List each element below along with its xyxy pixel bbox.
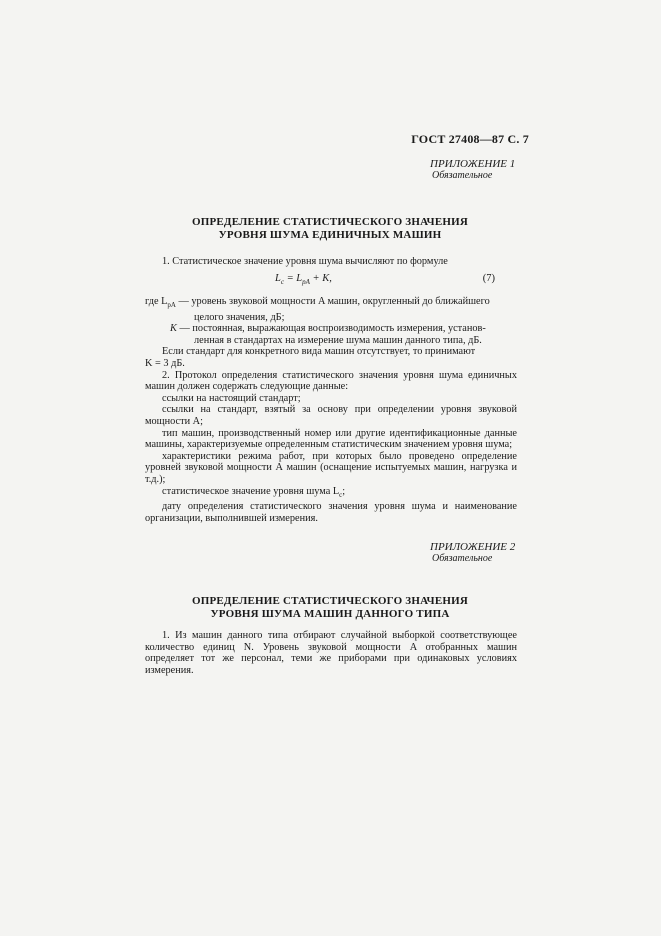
paragraph: 1. Из машин данного типа отбирают случайной выборкой соответствующее количество единиц N. Уровень звуковой мощности A отобранных машин определяет тот же персонал, теми же приборами при одинаковых условиях измерения. <box>145 630 517 676</box>
title-line: ОПРЕДЕЛЕНИЕ СТАТИСТИЧЕСКОГО ЗНАЧЕНИЯ <box>191 216 469 228</box>
appendix-status: Обязательное <box>432 553 493 564</box>
definition-lpa <box>145 296 517 312</box>
formula-intro <box>145 256 517 268</box>
formula-expression <box>275 273 332 286</box>
appendix-2-body <box>145 630 517 676</box>
title-line: УРОВНЯ ШУМА ЕДИНИЧНЫХ МАШИН <box>218 229 442 241</box>
formula-symbol: + K, <box>309 273 332 284</box>
definition-term: K <box>170 323 177 335</box>
list-item-text: статистическое значение уровня шума L <box>162 485 340 497</box>
paragraph: 1. Статистическое значение уровня шума вычисляют по формуле <box>162 256 448 267</box>
formula-subscript: c <box>280 278 284 287</box>
running-header: ГОСТ 27408—87 С. 7 <box>411 132 529 146</box>
formula-number: (7) <box>482 273 495 284</box>
formula-symbol: = L <box>283 273 303 284</box>
list-item: дату определения статистического значения уровня шума и наименование организации, выполнившей измерения. <box>145 501 517 524</box>
appendix-2-title <box>130 595 530 621</box>
list-item-end: ; <box>342 485 346 497</box>
definition-text: — постоянная, выражающая воспроизводимость измерения, установ- <box>176 323 486 335</box>
list-item-subscript: c <box>339 490 343 499</box>
paragraph: Если стандарт для конкретного вида машин отсутствует, то принимают <box>162 346 476 358</box>
definition-continuation: ленная в стандартах на измерение шума машин данного типа, дБ. <box>194 334 482 346</box>
appendix-2-label <box>430 541 515 565</box>
paragraph: K = 3 дБ. <box>145 358 185 370</box>
appendix-status: Обязательное <box>432 170 493 181</box>
title-line: УРОВНЯ ШУМА МАШИН ДАННОГО ТИПА <box>210 608 450 620</box>
list-item: ссылки на настоящий стандарт; <box>162 392 301 404</box>
definition-continuation: целого значения, дБ; <box>194 311 285 323</box>
appendix-label: ПРИЛОЖЕНИЕ 2 <box>430 541 516 553</box>
definitions-block <box>145 296 517 524</box>
list-item: тип машин, производственный номер или другие идентификационные данные машины, характеризуемые определенным статистическим значением уровня шума; <box>145 427 517 451</box>
definition-term: где L <box>145 296 168 307</box>
paragraph: 2. Протокол определения статистического значения уровня шума единичных машин должен содержать следующие данные: <box>145 369 517 393</box>
list-item <box>145 486 517 502</box>
formula-subscript: pA <box>302 278 310 287</box>
formula-symbol: L <box>275 273 281 284</box>
definition-text: — уровень звуковой мощности A машин, округленный до ближайшего <box>175 296 490 307</box>
appendix-label: ПРИЛОЖЕНИЕ 1 <box>430 158 516 170</box>
appendix-1-title <box>130 216 530 242</box>
list-item: характеристики режима работ, при которых было проведено определение уровней звуковой мощности А машин (оснащение испытуемых машин, нагрузка и т.д.); <box>145 450 517 485</box>
definition-k <box>145 323 517 335</box>
definition-subscript: pA <box>167 301 176 310</box>
title-line: ОПРЕДЕЛЕНИЕ СТАТИСТИЧЕСКОГО ЗНАЧЕНИЯ <box>191 595 469 607</box>
list-item: ссылки на стандарт, взятый за основу при определении уровня звуковой мощности А; <box>145 404 517 427</box>
appendix-1-label <box>430 158 515 182</box>
